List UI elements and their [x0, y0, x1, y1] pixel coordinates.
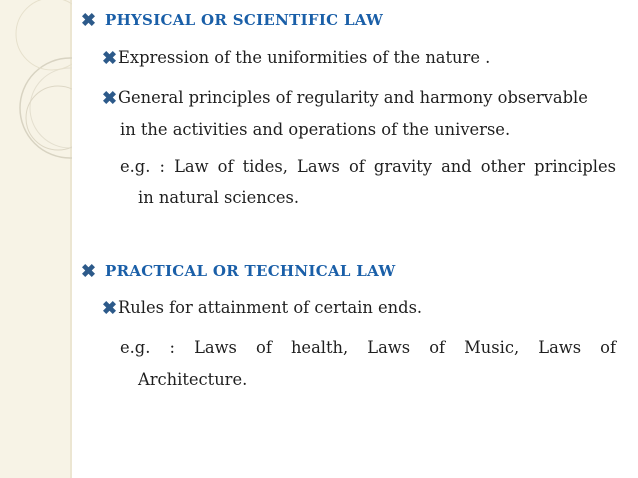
heading-text: PRACTICAL OR TECHNICAL LAW — [105, 262, 396, 280]
example-continuation: in natural sciences. — [138, 188, 300, 207]
heading-text: PHYSICAL OR SCIENTIFIC LAW — [105, 11, 384, 29]
diamond-bullet-icon — [103, 51, 116, 64]
decorative-circles — [0, 0, 72, 478]
bullet-continuation: in the activities and operations of the universe. — [120, 120, 511, 139]
example-continuation: Architecture. — [138, 370, 248, 389]
diamond-bullet-icon — [82, 13, 95, 26]
bullet-text: Rules for attainment of certain ends. — [118, 298, 423, 317]
bullet-text: Expression of the uniformities of the nature . — [118, 48, 491, 67]
bullet-item — [103, 88, 588, 107]
section-heading-practical-law — [82, 262, 395, 280]
bullet-item — [103, 48, 490, 67]
example-line: e.g. : Law of tides, Laws of gravity and other principles — [120, 157, 616, 176]
section-heading-physical-law — [82, 11, 383, 29]
diamond-bullet-icon — [82, 264, 95, 277]
diamond-bullet-icon — [103, 301, 116, 314]
diamond-bullet-icon — [103, 91, 116, 104]
example-line: e.g. : Laws of health, Laws of Music, Laws of — [120, 338, 616, 357]
bullet-item — [103, 298, 422, 317]
bullet-text: General principles of regularity and harmony observable — [118, 88, 588, 107]
